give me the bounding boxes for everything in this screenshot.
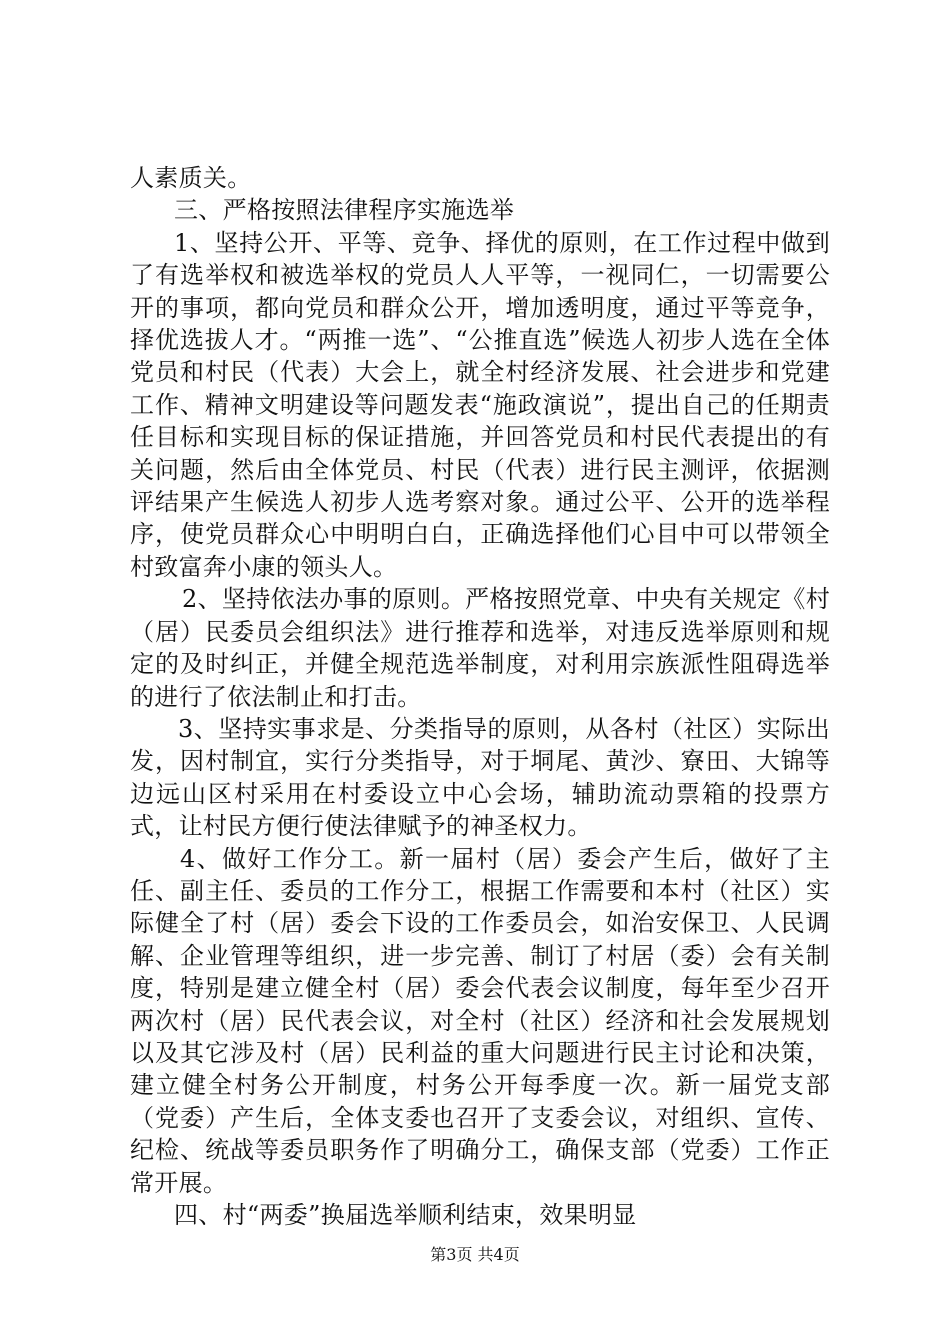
paragraph-item-1: 1、坚持公开、平等、竞争、择优的原则，在工作过程中做到了有选举权和被选举权的党员人人平等，一视同仁，一切需要公开的事项，都向党员和群众公开，增加透明度，通过平等竞争，择优选拔人才。“两推一选”、“公推直选”候选人初步人选在全体党员和村民（代表）大会上，就全村经济发展、社会进步和党建工作、精神文明建设等问题发表“施政演说”，提出自己的任期责任目标和实现目标的保证措施，并回答党员和村民代表提出的有关问题，然后由全体党员、村民（代表）进行民主测评，依据测评结果产生候选人初步人选考察对象。通过公平、公开的选举程序，使党员群众心中明明白白，正确选择他们心目中可以带领全村致富奔小康的领头人。 [130, 228, 830, 581]
paragraph-item-2: 2、坚持依法办事的原则。严格按照党章、中央有关规定《村（居）民委员会组织法》进行推荐和选举，对违反选举原则和规定的及时纠正，并健全规范选举制度，对利用宗族派性阻碍选举的进行了依法制止和打击。 [130, 585, 830, 711]
section-heading-4: 四、村“两委”换届选举顺利结束，效果明显 [174, 1201, 637, 1229]
paragraph-continuation: 人素质关。 [130, 164, 252, 192]
paragraph-item-3: 3、坚持实事求是、分类指导的原则，从各村（社区）实际出发，因村制宜，实行分类指导，对于垌尾、黄沙、寮田、大锦等边远山区村采用在村委设立中心会场，辅助流动票箱的投票方式，让村民方便行使法律赋予的神圣权力。 [130, 714, 830, 841]
section-heading-3: 三、严格按照法律程序实施选举 [174, 196, 515, 225]
paragraph-item-4: 4、做好工作分工。新一届村（居）委会产生后，做好了主任、副主任、委员的工作分工，根据工作需要和本村（社区）实际健全了村（居）委会下设的工作委员会，如治安保卫、人民调解、企业管理等组织，进一步完善、制订了村居（委）会有关制度，特别是建立健全村（居）委会代表会议制度，每年至少召开两次村（居）民代表会议，对全村（社区）经济和社会发展规划以及其它涉及村（居）民利益的重大问题进行民主讨论和决策，建立健全村务公开制度，村务公开每季度一次。新一届党支部（党委）产生后，全体支委也召开了支委会议，对组织、宣传、纪检、统战等委员职务作了明确分工，确保支部（党委）工作正常开展。 [130, 844, 830, 1197]
page-footer: 第3页 共4页 [430, 1245, 520, 1264]
document-body [130, 162, 830, 1231]
